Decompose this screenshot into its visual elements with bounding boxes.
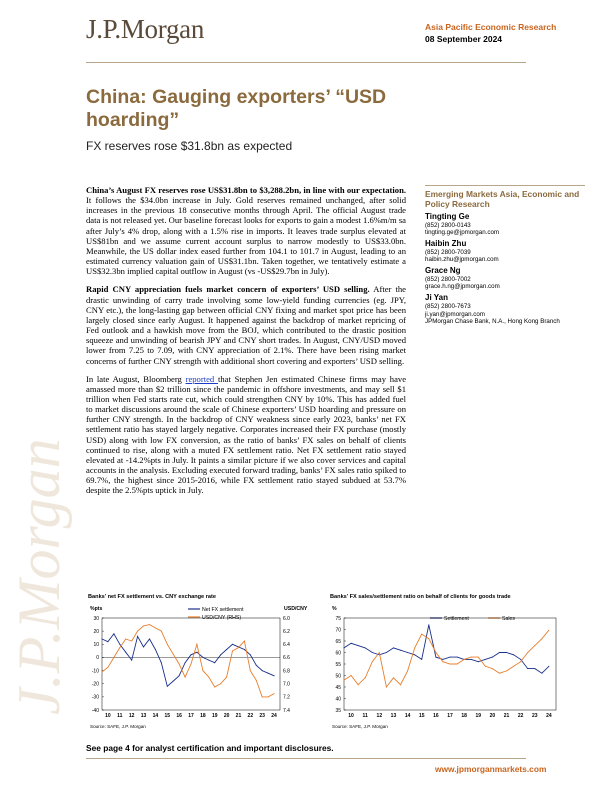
analyst-email[interactable]: ji.yan@jpmorgan.com bbox=[425, 310, 485, 318]
data-point bbox=[161, 662, 162, 663]
y-tick-label: 65 bbox=[335, 638, 341, 645]
data-point bbox=[256, 680, 257, 681]
p3-a: In late August, Bloomberg bbox=[86, 373, 186, 384]
analyst-1 bbox=[425, 239, 585, 264]
data-point bbox=[471, 659, 472, 660]
chart-source: Source: SAFE, J.P. Morgan bbox=[332, 724, 388, 729]
data-point bbox=[478, 661, 479, 662]
analyst-phone: (852) 2800-7002 bbox=[425, 275, 471, 283]
watermark: J.P.Morgan bbox=[6, 438, 72, 715]
x-tick-label: 22 bbox=[517, 713, 524, 719]
data-point bbox=[414, 654, 415, 655]
x-tick-label: 14 bbox=[152, 713, 159, 719]
data-point bbox=[161, 631, 162, 632]
data-point bbox=[386, 652, 387, 653]
data-point bbox=[471, 657, 472, 658]
chart-net-fx-settlement bbox=[88, 592, 312, 732]
y2-tick-label: 7.4 bbox=[283, 707, 290, 714]
paragraph-3 bbox=[86, 374, 406, 496]
body-text bbox=[86, 185, 406, 504]
x-tick-label: 12 bbox=[376, 713, 383, 719]
data-point bbox=[173, 654, 174, 655]
chart-source: Source: SAFE, J.P. Morgan bbox=[90, 724, 146, 729]
paragraph-2 bbox=[86, 284, 406, 365]
data-point bbox=[358, 684, 359, 685]
y-tick-label: 20 bbox=[93, 628, 99, 635]
data-point bbox=[107, 667, 108, 668]
data-point bbox=[372, 661, 373, 662]
data-point bbox=[185, 662, 186, 663]
chart-title: Banks’ net FX settlement vs. CNY exchange rate bbox=[88, 594, 216, 600]
data-point bbox=[457, 657, 458, 658]
data-point bbox=[442, 661, 443, 662]
data-point bbox=[513, 666, 514, 667]
y2-tick-label: 6.8 bbox=[283, 668, 290, 675]
report-series: Asia Pacific Economic Research bbox=[425, 22, 557, 32]
p1-rest: It follows the $34.0bn increase in July. Gold reserves remained unchanged, after solid increases in the previous 18 consecutive months through April. The official August trade data is not released yet. Our baseline forecast looks for exports to gain a modest 1.6%m/m sa after July’s 4% drop, along with a 1.5% rise in imports. It leaves trade surplus elevated at US$81bn and we assume current account surplus to narrow modestly to US$33.0bn. Meanwhile, the US dollar index eased further from 104.1 to 101.7 in August, leading to an estimated currency valuation gain of US$31.1bn. Taken together, we tentatively estimate a US$32.3bn implied capital outflow in August (vs -US$29.7bn in July). bbox=[86, 195, 406, 277]
data-point bbox=[149, 624, 150, 625]
y-tick-label: 30 bbox=[93, 615, 99, 622]
data-point bbox=[107, 641, 108, 642]
y-tick-label: 50 bbox=[335, 673, 341, 680]
y-tick-label: 60 bbox=[335, 650, 341, 657]
p1-lead: China’s August FX reserves rose US$31.8bn to $3,288.2bn, in line with our expectation. bbox=[86, 185, 406, 195]
data-point bbox=[520, 661, 521, 662]
jpmorgan-logo: J.P.Morgan bbox=[86, 14, 205, 44]
x-tick-label: 20 bbox=[223, 713, 230, 719]
data-point bbox=[541, 673, 542, 674]
data-point bbox=[202, 657, 203, 658]
chart-fx-sales-settlement-ratio bbox=[330, 592, 566, 732]
data-point bbox=[167, 686, 168, 687]
y-tick-label: 75 bbox=[335, 615, 341, 622]
x-tick-label: 20 bbox=[489, 713, 496, 719]
data-point bbox=[262, 696, 263, 697]
data-point bbox=[149, 639, 150, 640]
x-tick-label: 17 bbox=[447, 713, 453, 719]
legend-label: Settlement bbox=[444, 616, 469, 622]
data-point bbox=[407, 670, 408, 671]
analyst-name: Tingting Ge bbox=[425, 212, 470, 221]
data-point bbox=[400, 650, 401, 651]
analyst-phone: (852) 2800-0143 bbox=[425, 221, 471, 229]
footer-url[interactable]: www.jpmorganmarkets.com bbox=[435, 764, 547, 774]
data-point bbox=[435, 657, 436, 658]
header-rule bbox=[86, 62, 526, 63]
x-tick-label: 23 bbox=[532, 713, 538, 719]
data-point bbox=[499, 652, 500, 653]
data-point bbox=[268, 673, 269, 674]
data-point bbox=[119, 647, 120, 648]
x-tick-label: 12 bbox=[128, 713, 135, 719]
data-point bbox=[262, 670, 263, 671]
data-point bbox=[250, 654, 251, 655]
analyst-email[interactable]: tingting.ge@jpmorgan.com bbox=[425, 229, 500, 237]
data-point bbox=[268, 696, 269, 697]
report-title: China: Gauging exporters’ “USD hoarding” bbox=[86, 86, 387, 131]
analyst-name: Haibin Zhu bbox=[425, 239, 467, 249]
data-point bbox=[478, 657, 479, 658]
data-point bbox=[244, 649, 245, 650]
report-header bbox=[425, 22, 556, 44]
y2-tick-label: 6.6 bbox=[283, 655, 290, 662]
analyst-3 bbox=[425, 293, 585, 318]
data-point bbox=[113, 657, 114, 658]
x-tick-label: 15 bbox=[418, 713, 425, 719]
analyst-0 bbox=[425, 212, 585, 237]
data-point bbox=[372, 652, 373, 653]
y2-tick-label: 6.0 bbox=[283, 615, 290, 622]
data-point bbox=[208, 677, 209, 678]
data-point bbox=[232, 644, 233, 645]
legend-label: Sales bbox=[502, 616, 515, 622]
analyst-phone: (852) 2800-7039 bbox=[425, 248, 471, 256]
x-tick-label: 10 bbox=[105, 713, 111, 719]
data-point bbox=[143, 625, 144, 626]
analyst-name: Grace Ng bbox=[425, 266, 461, 276]
team-name: Emerging Markets Asia, Economic and Policy Research bbox=[425, 185, 585, 209]
data-point bbox=[450, 664, 451, 665]
footer-rule bbox=[86, 758, 526, 759]
data-point bbox=[506, 670, 507, 671]
data-point bbox=[179, 675, 180, 676]
data-point bbox=[274, 675, 275, 676]
data-point bbox=[421, 659, 422, 660]
data-point bbox=[541, 638, 542, 639]
p2-rest: After the drastic unwinding of carry trade involving some low-yield funding currencies (eg. JPY, CNY etc.), the long-lasting gap between official CNY fixing and market spot price has been largely closed since early August. It happened against the backdrop of market repricing of Fed outlook and a hawkish move from the BOJ, which contributed to the drastic position squeeze and unwinding of bearish JPY and CNY short trades. In August, CNY/USD moved lower from 7.25 to 7.09, with CNY appreciation of 2.1%. There have been rising market concerns of further CNY strength with additional short covering and exporters’ USD selling. bbox=[86, 284, 406, 366]
data-point bbox=[457, 664, 458, 665]
y-tick-label: 45 bbox=[335, 684, 341, 691]
y-tick-label: 55 bbox=[335, 661, 341, 668]
data-point bbox=[274, 693, 275, 694]
y-tick-label: 10 bbox=[93, 642, 99, 649]
x-tick-label: 21 bbox=[235, 713, 242, 719]
x-tick-label: 10 bbox=[348, 713, 354, 719]
data-point bbox=[499, 673, 500, 674]
x-tick-label: 23 bbox=[259, 713, 265, 719]
series-line-1 bbox=[102, 625, 274, 697]
x-tick-label: 24 bbox=[546, 713, 552, 719]
data-point bbox=[527, 652, 528, 653]
data-point bbox=[226, 677, 227, 678]
analyst-email[interactable]: haibin.zhu@jpmorgan.com bbox=[425, 256, 499, 264]
legend bbox=[430, 616, 515, 622]
data-point bbox=[548, 666, 549, 667]
plot-area bbox=[335, 616, 556, 719]
x-tick-label: 16 bbox=[433, 713, 439, 719]
y-tick-label: 35 bbox=[335, 707, 341, 714]
data-point bbox=[485, 666, 486, 667]
y-tick-label: 40 bbox=[335, 696, 341, 703]
data-point bbox=[137, 631, 138, 632]
data-point bbox=[125, 652, 126, 653]
x-tick-label: 15 bbox=[164, 713, 171, 719]
x-tick-label: 17 bbox=[188, 713, 194, 719]
data-point bbox=[534, 645, 535, 646]
y-axis-label: % bbox=[332, 606, 337, 612]
x-tick-label: 16 bbox=[176, 713, 182, 719]
data-point bbox=[155, 627, 156, 628]
data-point bbox=[492, 668, 493, 669]
data-point bbox=[351, 643, 352, 644]
disclosure-note: See page 4 for analyst certification and important disclosures. bbox=[86, 743, 334, 753]
x-tick-label: 13 bbox=[390, 713, 397, 719]
data-point bbox=[393, 647, 394, 648]
y-tick-label: -10 bbox=[91, 668, 99, 675]
data-point bbox=[256, 665, 257, 666]
data-point bbox=[244, 641, 245, 642]
data-point bbox=[238, 647, 239, 648]
data-point bbox=[485, 659, 486, 660]
x-tick-label: 24 bbox=[271, 713, 277, 719]
data-point bbox=[208, 660, 209, 661]
data-point bbox=[220, 683, 221, 684]
y2-tick-label: 6.2 bbox=[283, 628, 290, 635]
x-tick-label: 13 bbox=[140, 713, 147, 719]
data-point bbox=[548, 630, 549, 631]
series-line-0 bbox=[344, 625, 549, 673]
data-point bbox=[365, 677, 366, 678]
data-point bbox=[173, 681, 174, 682]
data-point bbox=[143, 646, 144, 647]
y-tick-label: 0 bbox=[96, 655, 99, 662]
data-point bbox=[191, 664, 192, 665]
data-point bbox=[102, 671, 103, 672]
data-point bbox=[232, 650, 233, 651]
report-date: 08 September 2024 bbox=[425, 34, 503, 44]
x-tick-label: 11 bbox=[362, 713, 368, 719]
paragraph-1 bbox=[86, 185, 406, 276]
data-point bbox=[386, 687, 387, 688]
y2-tick-label: 7.0 bbox=[283, 681, 290, 688]
data-point bbox=[113, 633, 114, 634]
data-point bbox=[506, 652, 507, 653]
x-tick-label: 18 bbox=[200, 713, 206, 719]
y2-tick-label: 7.2 bbox=[283, 694, 290, 701]
legend bbox=[188, 607, 244, 621]
data-point bbox=[428, 638, 429, 639]
data-point bbox=[196, 644, 197, 645]
data-point bbox=[428, 624, 429, 625]
x-tick-label: 22 bbox=[247, 713, 254, 719]
data-point bbox=[358, 645, 359, 646]
data-point bbox=[119, 644, 120, 645]
y-axis-label: %pts bbox=[90, 606, 103, 612]
p3-b: that Stephen Jen estimated Chinese firms may have amassed more than $2 trillion since the pandemic in offshore investments, and may sell $1 trillion when Fed starts rate cut, which could strengthen CNY by 10%. This has added fuel to market discussions around the scale of Chinese exporters’ USD hoarding and pressure on further CNY strength. In the backdrop of CNY weakness since early 2023, banks’ net FX settlement ratio has stayed largely negative. Corporates increased their FX purchase (mostly USD) along with low FX conversion, as the ratio of banks’ FX sales on behalf of clients continued to rise, along with a muted FX settlement ratio. Net FX settlement ratio stayed elevated at -14.2%pts in July. It paints a similar picture if we also cover services and capital accounts in the analysis. Excluding executed forward trading, banks’ FX sales ratio spiked to 69.7%, the highest since 2015-2016, while FX settlement ratio stayed subdued at 53.7% despite the 2.5%pts uptick in July. bbox=[86, 373, 407, 496]
data-point bbox=[214, 662, 215, 663]
data-point bbox=[407, 652, 408, 653]
data-point bbox=[379, 652, 380, 653]
data-point bbox=[155, 649, 156, 650]
analyst-phone: (852) 2800-7673 bbox=[425, 302, 471, 310]
data-point bbox=[414, 647, 415, 648]
legend-label: USD/CNY (RHS) bbox=[202, 615, 242, 621]
plot-area bbox=[92, 616, 290, 719]
y-tick-label: 70 bbox=[335, 627, 341, 634]
report-subtitle: FX reserves rose $31.8bn as expected bbox=[86, 139, 293, 153]
data-point bbox=[344, 680, 345, 681]
data-point bbox=[137, 636, 138, 637]
x-tick-label: 18 bbox=[461, 713, 467, 719]
x-tick-label: 11 bbox=[117, 713, 123, 719]
data-point bbox=[102, 639, 103, 640]
x-tick-label: 19 bbox=[211, 713, 218, 719]
data-point bbox=[214, 687, 215, 688]
data-point bbox=[527, 668, 528, 669]
data-point bbox=[344, 647, 345, 648]
analyst-email[interactable]: grace.h.ng@jpmorgan.com bbox=[425, 283, 500, 291]
data-point bbox=[464, 659, 465, 660]
data-point bbox=[393, 677, 394, 678]
x-tick-label: 19 bbox=[475, 713, 482, 719]
chart-title: Banks’ FX sales/settlement ratio on behalf of clients for goods trade bbox=[330, 594, 511, 600]
data-point bbox=[226, 649, 227, 650]
y-tick-label: -20 bbox=[91, 681, 99, 688]
data-point bbox=[167, 644, 168, 645]
y2-axis-label: USD/CNY bbox=[284, 606, 308, 612]
data-point bbox=[202, 670, 203, 671]
data-point bbox=[196, 652, 197, 653]
y-tick-label: -30 bbox=[91, 694, 99, 701]
data-point bbox=[351, 675, 352, 676]
data-point bbox=[435, 652, 436, 653]
data-point bbox=[250, 670, 251, 671]
x-tick-label: 21 bbox=[503, 713, 510, 719]
data-point bbox=[520, 659, 521, 660]
analyst-sidebar bbox=[425, 185, 585, 326]
data-point bbox=[179, 664, 180, 665]
data-point bbox=[131, 641, 132, 642]
data-point bbox=[534, 668, 535, 669]
data-point bbox=[131, 660, 132, 661]
data-point bbox=[450, 657, 451, 658]
y2-tick-label: 6.4 bbox=[283, 642, 290, 649]
analyst-name: Ji Yan bbox=[425, 293, 448, 303]
legend-label: Net FX settlement bbox=[202, 607, 244, 613]
p2-lead: Rapid CNY appreciation fuels market concern of exporters’ USD selling. bbox=[86, 284, 370, 295]
data-point bbox=[191, 654, 192, 655]
data-point bbox=[442, 659, 443, 660]
data-point bbox=[125, 639, 126, 640]
analyst-2 bbox=[425, 266, 585, 291]
data-point bbox=[513, 654, 514, 655]
data-point bbox=[400, 684, 401, 685]
data-point bbox=[220, 654, 221, 655]
data-point bbox=[492, 657, 493, 658]
data-point bbox=[185, 677, 186, 678]
data-point bbox=[365, 647, 366, 648]
data-point bbox=[421, 634, 422, 635]
bank-name: JPMorgan Chase Bank, N.A., Hong Kong Branch bbox=[425, 318, 560, 326]
y-tick-label: -40 bbox=[91, 707, 99, 714]
x-tick-label: 14 bbox=[404, 713, 411, 719]
bloomberg-link[interactable]: reported bbox=[185, 373, 218, 384]
